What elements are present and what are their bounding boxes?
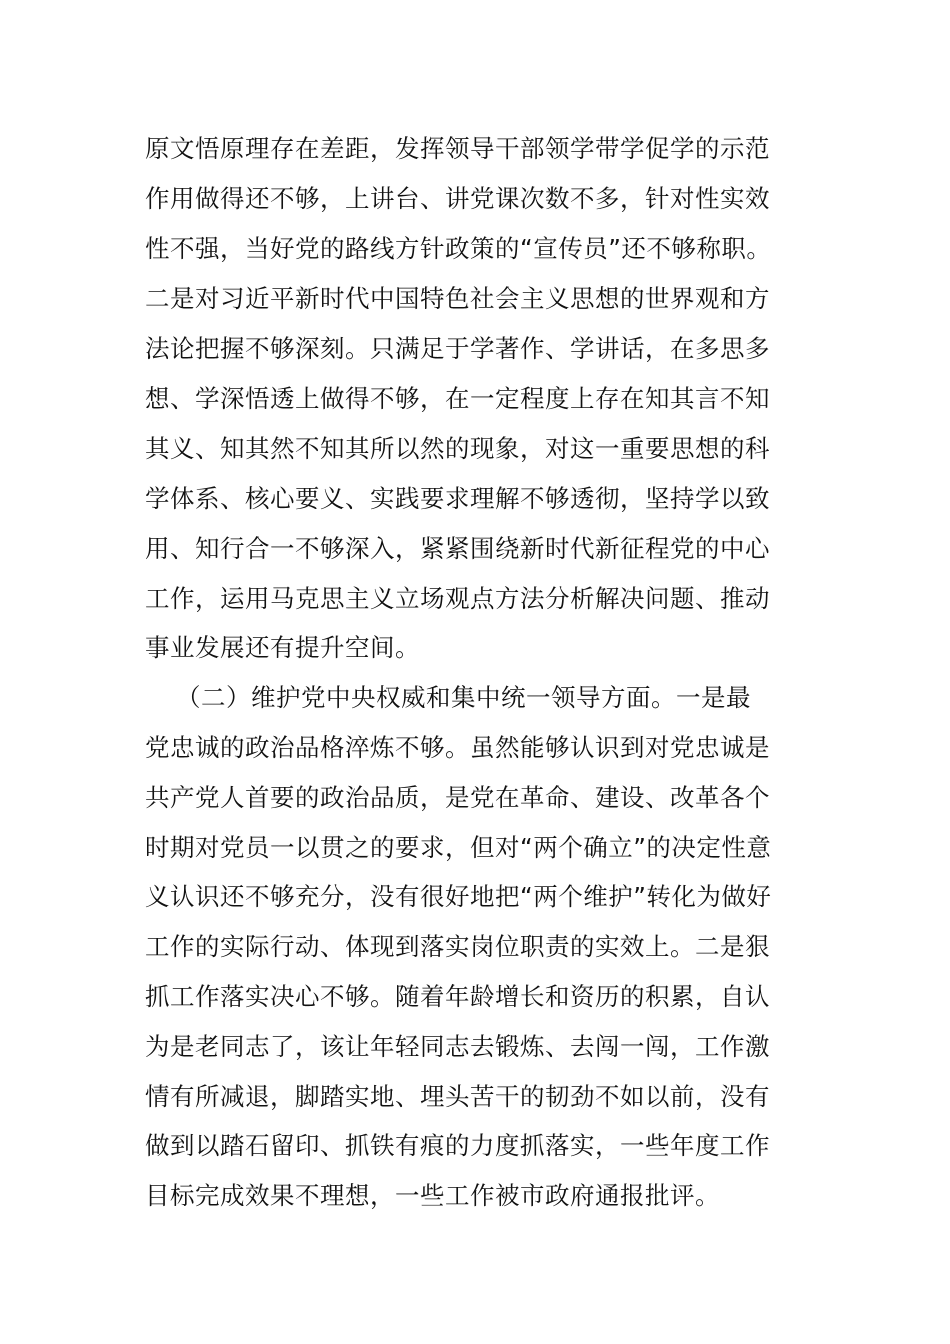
text-line: 想、学深悟透上做得不够，在一定程度上存在知其言不知 [145, 384, 770, 413]
text-line: 共产党人首要的政治品质，是党在革命、建设、改革各个 [145, 783, 770, 812]
text-line: 原文悟原理存在差距，发挥领导干部领学带学促学的示范 [145, 134, 770, 163]
text-line: 工作的实际行动、体现到落实岗位职责的实效上。二是狠 [145, 932, 770, 961]
text-line: 事业发展还有提升空间。 [145, 633, 420, 662]
text-line: 用、知行合一不够深入，紧紧围绕新时代新征程党的中心 [145, 534, 770, 563]
text-line: 时期对党员一以贯之的要求，但对“两个确立”的决定性意 [145, 833, 772, 862]
text-line: 法论把握不够深刻。只满足于学著作、学讲话，在多思多 [145, 334, 770, 363]
text-line: 义认识还不够充分，没有很好地把“两个维护”转化为做好 [145, 882, 772, 911]
text-line: 做到以踏石留印、抓铁有痕的力度抓落实，一些年度工作 [145, 1131, 770, 1160]
text-line: 作用做得还不够，上讲台、讲党课次数不多，针对性实效 [145, 184, 770, 213]
text-line: 目标完成效果不理想，一些工作被市政府通报批评。 [145, 1181, 720, 1210]
section-heading-line: （二）维护党中央权威和集中统一领导方面。一是最 [176, 683, 751, 712]
text-line: 性不强，当好党的路线方针政策的“宣传员”还不够称职。 [145, 234, 772, 263]
text-line: 二是对习近平新时代中国特色社会主义思想的世界观和方 [145, 284, 770, 313]
text-line: 情有所减退，脚踏实地、埋头苦干的韧劲不如以前，没有 [145, 1082, 770, 1111]
text-line: 党忠诚的政治品格淬炼不够。虽然能够认识到对党忠诚是 [145, 733, 770, 762]
text-line: 其义、知其然不知其所以然的现象，对这一重要思想的科 [145, 434, 770, 463]
text-line: 抓工作落实决心不够。随着年龄增长和资历的积累，自认 [145, 982, 770, 1011]
text-line: 工作，运用马克思主义立场观点方法分析解决问题、推动 [145, 584, 770, 613]
text-line: 学体系、核心要义、实践要求理解不够透彻，坚持学以致 [145, 484, 770, 513]
text-line: 为是老同志了，该让年轻同志去锻炼、去闯一闯，工作激 [145, 1032, 770, 1061]
